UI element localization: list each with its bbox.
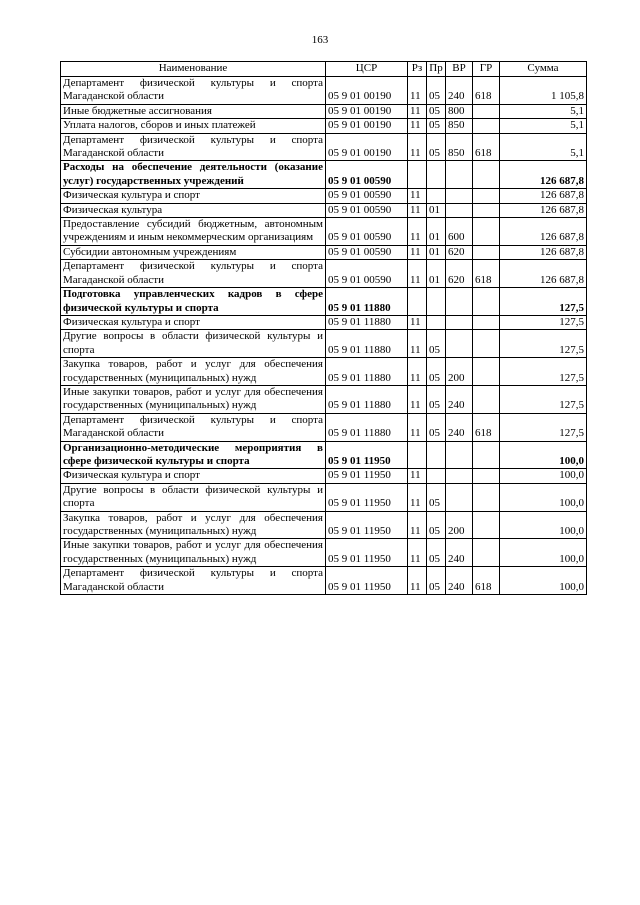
cell-pr [427,161,446,189]
cell-name: Иные закупки товаров, работ и услуг для обеспечения государственных (муниципальных) нужд [61,385,326,413]
cell-csr: 05 9 01 00590 [326,161,408,189]
cell-name: Физическая культура и спорт [61,315,326,329]
cell-vr: 200 [446,511,473,539]
cell-sum: 127,5 [500,288,587,316]
cell-gr [473,218,500,246]
cell-gr [473,245,500,259]
cell-gr: 618 [473,567,500,595]
cell-vr: 240 [446,77,473,105]
cell-vr: 850 [446,133,473,161]
cell-gr: 618 [473,413,500,441]
cell-vr: 620 [446,245,473,259]
table-row [61,161,587,189]
table-header-row [61,62,587,77]
header-vr: ВР [446,62,473,77]
cell-pr: 05 [427,77,446,105]
cell-csr: 05 9 01 11950 [326,511,408,539]
cell-sum: 126 687,8 [500,161,587,189]
cell-vr: 240 [446,539,473,567]
table-row [61,288,587,316]
cell-pr: 05 [427,511,446,539]
cell-csr: 05 9 01 00590 [326,245,408,259]
cell-rz: 11 [408,483,427,511]
cell-csr: 05 9 01 00590 [326,260,408,288]
cell-gr [473,441,500,469]
cell-rz: 11 [408,77,427,105]
cell-pr: 05 [427,104,446,118]
cell-pr: 05 [427,330,446,358]
cell-csr: 05 9 01 11880 [326,330,408,358]
cell-sum: 127,5 [500,330,587,358]
header-sum: Сумма [500,62,587,77]
cell-pr: 05 [427,385,446,413]
cell-sum: 100,0 [500,567,587,595]
table-row [61,413,587,441]
cell-gr [473,315,500,329]
page-number: 163 [311,34,329,46]
cell-pr: 05 [427,483,446,511]
cell-sum: 100,0 [500,469,587,483]
cell-pr: 05 [427,567,446,595]
cell-gr [473,161,500,189]
cell-name: Департамент физической культуры и спорта Магаданской области [61,260,326,288]
cell-gr [473,330,500,358]
cell-gr [473,203,500,217]
cell-vr: 600 [446,218,473,246]
cell-rz: 11 [408,330,427,358]
cell-pr: 01 [427,245,446,259]
cell-pr [427,469,446,483]
cell-sum: 126 687,8 [500,218,587,246]
cell-rz: 11 [408,358,427,386]
header-gr: ГР [473,62,500,77]
cell-rz: 11 [408,539,427,567]
cell-name: Другие вопросы в области физической культуры и спорта [61,483,326,511]
cell-sum: 126 687,8 [500,245,587,259]
cell-rz: 11 [408,260,427,288]
cell-gr [473,511,500,539]
cell-gr: 618 [473,133,500,161]
cell-csr: 05 9 01 00590 [326,218,408,246]
cell-rz: 11 [408,119,427,133]
cell-pr: 01 [427,218,446,246]
cell-sum: 127,5 [500,315,587,329]
cell-rz: 11 [408,104,427,118]
cell-csr: 05 9 01 11950 [326,539,408,567]
cell-name: Предоставление субсидий бюджетным, автономным учреждениям и иным некоммерческим организациям [61,218,326,246]
cell-gr: 618 [473,77,500,105]
cell-name: Иные бюджетные ассигнования [61,104,326,118]
cell-rz: 11 [408,218,427,246]
table-row [61,469,587,483]
cell-gr [473,385,500,413]
cell-csr: 05 9 01 11950 [326,567,408,595]
cell-sum: 1 105,8 [500,77,587,105]
header-csr: ЦСР [326,62,408,77]
cell-name: Субсидии автономным учреждениям [61,245,326,259]
cell-name: Закупка товаров, работ и услуг для обеспечения государственных (муниципальных) нужд [61,358,326,386]
table-row [61,218,587,246]
table-row [61,441,587,469]
cell-sum: 100,0 [500,483,587,511]
cell-pr: 05 [427,413,446,441]
table-row [61,119,587,133]
table-row [61,260,587,288]
table-body [61,77,587,595]
budget-table [60,61,587,595]
cell-rz: 11 [408,315,427,329]
cell-name: Физическая культура и спорт [61,189,326,203]
cell-sum: 126 687,8 [500,260,587,288]
table-row [61,358,587,386]
cell-csr: 05 9 01 11880 [326,315,408,329]
cell-name: Расходы на обеспечение деятельности (оказание услуг) государственных учреждений [61,161,326,189]
cell-csr: 05 9 01 00590 [326,203,408,217]
cell-name: Департамент физической культуры и спорта Магаданской области [61,77,326,105]
cell-name: Организационно-методические мероприятия в сфере физической культуры и спорта [61,441,326,469]
cell-csr: 05 9 01 11880 [326,288,408,316]
cell-csr: 05 9 01 11880 [326,413,408,441]
cell-gr [473,539,500,567]
cell-sum: 100,0 [500,511,587,539]
cell-name: Физическая культура [61,203,326,217]
cell-rz: 11 [408,511,427,539]
cell-vr: 620 [446,260,473,288]
table-row [61,567,587,595]
table-row [61,189,587,203]
cell-csr: 05 9 01 00190 [326,133,408,161]
cell-csr: 05 9 01 11880 [326,385,408,413]
table-row [61,483,587,511]
cell-csr: 05 9 01 11950 [326,483,408,511]
cell-name: Закупка товаров, работ и услуг для обеспечения государственных (муниципальных) нужд [61,511,326,539]
cell-vr [446,161,473,189]
cell-rz: 11 [408,469,427,483]
cell-vr: 240 [446,413,473,441]
table-row [61,385,587,413]
cell-csr: 05 9 01 11950 [326,469,408,483]
cell-vr [446,330,473,358]
cell-sum: 127,5 [500,385,587,413]
cell-rz: 11 [408,567,427,595]
cell-gr [473,469,500,483]
cell-pr: 05 [427,358,446,386]
cell-vr [446,288,473,316]
cell-name: Департамент физической культуры и спорта Магаданской области [61,413,326,441]
cell-name: Департамент физической культуры и спорта Магаданской области [61,133,326,161]
cell-name: Уплата налогов, сборов и иных платежей [61,119,326,133]
cell-gr [473,288,500,316]
cell-vr: 800 [446,104,473,118]
cell-sum: 5,1 [500,104,587,118]
cell-vr [446,203,473,217]
cell-pr [427,189,446,203]
header-name: Наименование [61,62,326,77]
cell-vr: 200 [446,358,473,386]
cell-rz: 11 [408,413,427,441]
cell-vr [446,441,473,469]
table-row [61,104,587,118]
cell-vr: 240 [446,567,473,595]
cell-pr: 05 [427,119,446,133]
cell-rz: 11 [408,133,427,161]
cell-sum: 100,0 [500,441,587,469]
cell-vr [446,315,473,329]
table-row [61,77,587,105]
table-row [61,315,587,329]
cell-gr [473,189,500,203]
cell-gr [473,104,500,118]
cell-rz: 11 [408,189,427,203]
cell-gr: 618 [473,260,500,288]
cell-rz: 11 [408,203,427,217]
cell-name: Иные закупки товаров, работ и услуг для обеспечения государственных (муниципальных) нужд [61,539,326,567]
table-row [61,133,587,161]
cell-vr [446,469,473,483]
cell-vr [446,483,473,511]
header-rz: Рз [408,62,427,77]
table-row [61,330,587,358]
cell-sum: 100,0 [500,539,587,567]
cell-csr: 05 9 01 00190 [326,77,408,105]
cell-pr: 01 [427,260,446,288]
cell-name: Департамент физической культуры и спорта Магаданской области [61,567,326,595]
cell-sum: 126 687,8 [500,189,587,203]
cell-vr: 240 [446,385,473,413]
cell-name: Подготовка управленческих кадров в сфере физической культуры и спорта [61,288,326,316]
cell-gr [473,119,500,133]
cell-gr [473,358,500,386]
cell-rz [408,441,427,469]
cell-pr: 05 [427,133,446,161]
cell-gr [473,483,500,511]
table-row [61,539,587,567]
cell-name: Физическая культура и спорт [61,469,326,483]
cell-name: Другие вопросы в области физической культуры и спорта [61,330,326,358]
cell-sum: 126 687,8 [500,203,587,217]
cell-pr [427,315,446,329]
cell-rz: 11 [408,385,427,413]
cell-pr: 01 [427,203,446,217]
cell-vr: 850 [446,119,473,133]
cell-sum: 5,1 [500,119,587,133]
cell-csr: 05 9 01 00190 [326,104,408,118]
table-row [61,203,587,217]
cell-rz: 11 [408,245,427,259]
cell-vr [446,189,473,203]
cell-rz [408,161,427,189]
table-row [61,511,587,539]
table-row [61,245,587,259]
cell-pr [427,441,446,469]
cell-sum: 127,5 [500,358,587,386]
cell-pr: 05 [427,539,446,567]
cell-csr: 05 9 01 00190 [326,119,408,133]
cell-csr: 05 9 01 00590 [326,189,408,203]
cell-sum: 5,1 [500,133,587,161]
cell-csr: 05 9 01 11880 [326,358,408,386]
cell-sum: 127,5 [500,413,587,441]
header-pr: Пр [427,62,446,77]
cell-pr [427,288,446,316]
cell-csr: 05 9 01 11950 [326,441,408,469]
cell-rz [408,288,427,316]
